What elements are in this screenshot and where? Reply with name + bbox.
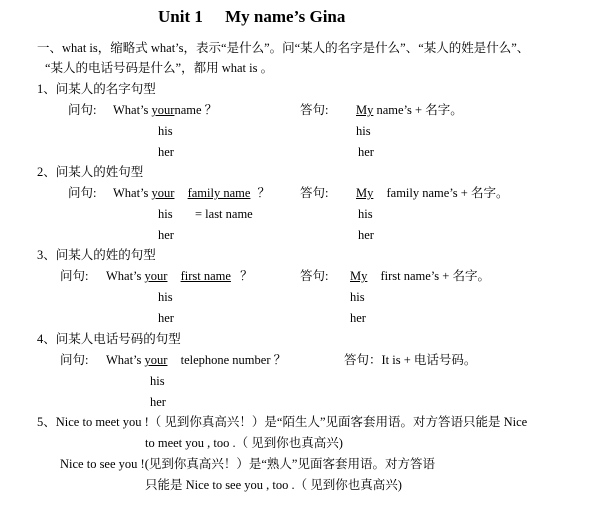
section-2-alt-his-a: his <box>358 207 373 221</box>
section-2-question-label: 问句: <box>68 186 97 200</box>
q-prefix: What’s <box>106 269 142 283</box>
a-rest: family name’s + 名字。 <box>386 186 509 200</box>
section-4-alt-his: his <box>150 374 165 388</box>
a-possessive: My <box>356 186 374 200</box>
section-2-alt-her-a: her <box>358 228 374 242</box>
section-3-heading: 3、问某人的姓的句型 <box>37 248 156 262</box>
q-prefix: What’s <box>106 353 142 367</box>
section-2-alt-his-q: his <box>158 207 173 221</box>
section-2-answer <box>356 185 508 201</box>
section-1-question-label: 问句: <box>68 103 97 117</box>
q-noun: first name <box>180 269 231 283</box>
section-2-note: = last name <box>195 207 253 221</box>
section-1-answer-label: 答句: <box>300 103 329 117</box>
a-rest: name’s + 名字。 <box>376 103 463 117</box>
page-title <box>158 7 345 27</box>
section-3-answer-label: 答句: <box>300 269 329 283</box>
q-end: ？ <box>257 186 271 200</box>
section-4-question-label: 问句: <box>60 353 89 367</box>
q-possessive: your <box>151 103 175 117</box>
section-1-answer <box>356 102 463 118</box>
section-5-line-3: Nice to see you !(见到你真高兴！）是“熟人”见面客套用语。对方答语 <box>60 457 435 471</box>
section-1-alt-his-a: his <box>356 124 371 138</box>
section-5-line-2: to meet you , too .（ 见到你也真高兴) <box>145 436 343 450</box>
a-possessive: My <box>356 103 374 117</box>
section-4-question <box>106 352 286 368</box>
section-3-alt-his-a: his <box>350 290 365 304</box>
section-1-question <box>113 102 217 118</box>
q-noun: family name <box>187 186 251 200</box>
section-3-alt-her-a: her <box>350 311 366 325</box>
a-possessive: My <box>350 269 368 283</box>
section-3-alt-her-q: her <box>158 311 174 325</box>
section-4-alt-her: her <box>150 395 166 409</box>
q-rest: name ？ <box>174 103 218 117</box>
q-prefix: What’s <box>113 103 149 117</box>
section-2-question <box>113 185 270 201</box>
section-3-answer <box>350 268 490 284</box>
q-prefix: What’s <box>113 186 149 200</box>
section-4-answer: 答句：It is + 电话号码。 <box>344 353 477 367</box>
section-4-heading: 4、问某人电话号码的句型 <box>37 332 181 346</box>
q-possessive: your <box>151 186 175 200</box>
q-possessive: your <box>144 269 168 283</box>
q-end: ？ <box>240 269 253 283</box>
section-1-alt-his-q: his <box>158 124 173 138</box>
section-2-answer-label: 答句: <box>300 186 329 200</box>
section-2-alt-her-q: her <box>158 228 174 242</box>
section-3-question <box>106 268 253 284</box>
intro-line-1: 一、what is，缩略式 what’s，表示“是什么”。问“某人的名字是什么”、“某人的姓是什么”、 <box>37 41 530 55</box>
section-5-line-4: 只能是 Nice to see you , too .（ 见到你也真高兴) <box>145 478 402 492</box>
section-3-alt-his-q: his <box>158 290 173 304</box>
section-3-question-label: 问句: <box>60 269 89 283</box>
q-possessive: your <box>144 353 168 367</box>
unit-label: Unit 1 <box>158 7 203 26</box>
intro-line-2: “某人的电话号码是什么”，都用 what is 。 <box>45 61 274 75</box>
section-1-heading: 1、问某人的名字句型 <box>37 82 156 96</box>
section-2-heading: 2、问某人的姓句型 <box>37 165 144 179</box>
unit-name: My name’s Gina <box>225 7 346 26</box>
q-rest: telephone number ？ <box>180 353 287 367</box>
section-1-alt-her-a: her <box>358 145 374 159</box>
section-1-alt-her-q: her <box>158 145 174 159</box>
section-5-line-1: 5、Nice to meet you !（ 见到你真高兴！）是“陌生人”见面客套用语。对方答语只能是 Nice <box>37 415 528 429</box>
a-rest: first name’s + 名字。 <box>380 269 490 283</box>
